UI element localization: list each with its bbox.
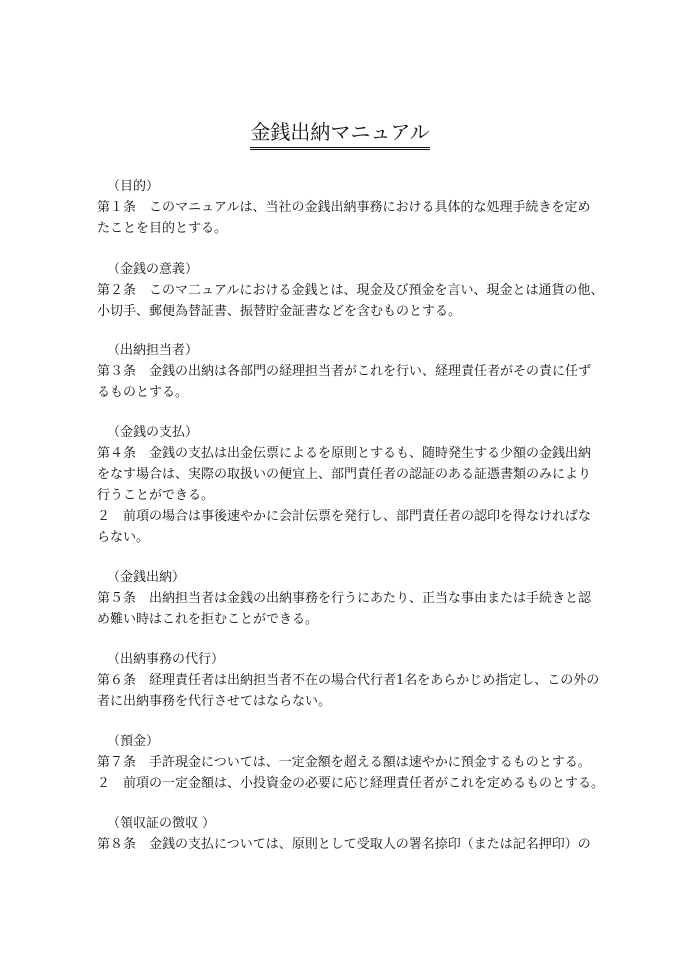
- article-heading: （出納事務の代行）: [107, 652, 225, 667]
- article-line: 第４条 金銭の支払は出金伝票によるを原則とするも、随時発生する少額の金銭出納: [97, 446, 592, 461]
- article-line: 小切手、郵便為替証書、振替貯金証書などを含むものとする。: [97, 304, 462, 319]
- article-line: 第８条 金銭の支払については、原則として受取人の署名捺印（または記名押印）の: [97, 837, 591, 852]
- article-heading: （目的）: [107, 179, 160, 194]
- article-line: 第７条 手許現金については、一定金額を超える額は速やかに預金するものとする。: [97, 755, 591, 770]
- article-line: 第６条 経理責任者は出納担当者不在の場合代行者1名をあらかじめ指定し、この外の: [97, 673, 600, 688]
- article-heading: （金銭の支払）: [107, 425, 199, 440]
- article-line: 第３条 金銭の出納は各部門の経理担当者がこれを行い、経理責任者がその責に任ず: [97, 364, 592, 379]
- article-line: め難い時はこれを拒むことができる。: [97, 612, 319, 627]
- article-7: [97, 731, 605, 794]
- article-line: 第１条 このマニュアルは、当社の金銭出納事務における具体的な処理手続きを定め: [97, 200, 591, 215]
- article-line: ２ 前項の一定金額は、小投資金の必要に応じ経理責任者がこれを定めるものとする。: [97, 776, 605, 791]
- article-line: 行うことができる。: [97, 488, 215, 503]
- article-line: 者に出納事務を代行させてはならない。: [97, 694, 332, 709]
- article-heading: （出納担当者）: [107, 343, 199, 358]
- article-8: [97, 813, 597, 855]
- article-heading: （領収証の徴収 ）: [107, 816, 216, 831]
- article-line: るものとする。: [97, 385, 189, 400]
- article-line: たことを目的とする。: [97, 221, 228, 236]
- document-title-text: 金銭出納マニュアル: [250, 118, 429, 150]
- article-5: [97, 567, 597, 630]
- article-3: [97, 340, 597, 403]
- article-line: 第２条 このマ二ュアルにおける金銭とは、現金及び預金を言い、現金とは通貨の他、: [97, 283, 604, 298]
- article-line: らない。: [97, 530, 150, 545]
- document-title: [0, 118, 680, 150]
- article-heading: （預金）: [107, 734, 160, 749]
- article-4: [97, 422, 597, 548]
- article-line: ２ 前項の場合は事後速やかに会計伝票を発行し、部門責任者の認印を得なければな: [97, 509, 592, 524]
- article-heading: （金銭の意義）: [107, 262, 199, 277]
- article-1: [97, 176, 597, 239]
- article-heading: （金銭出納）: [107, 570, 186, 585]
- article-6: [97, 649, 600, 712]
- article-line: をなす場合は、実際の取扱いの便宜上、部門責任者の認証のある証憑書類のみにより: [97, 467, 592, 482]
- article-2: [97, 259, 604, 322]
- article-line: 第５条 出納担当者は金銭の出納事務を行うにあたり、正当な事由または手続きと認: [97, 591, 592, 606]
